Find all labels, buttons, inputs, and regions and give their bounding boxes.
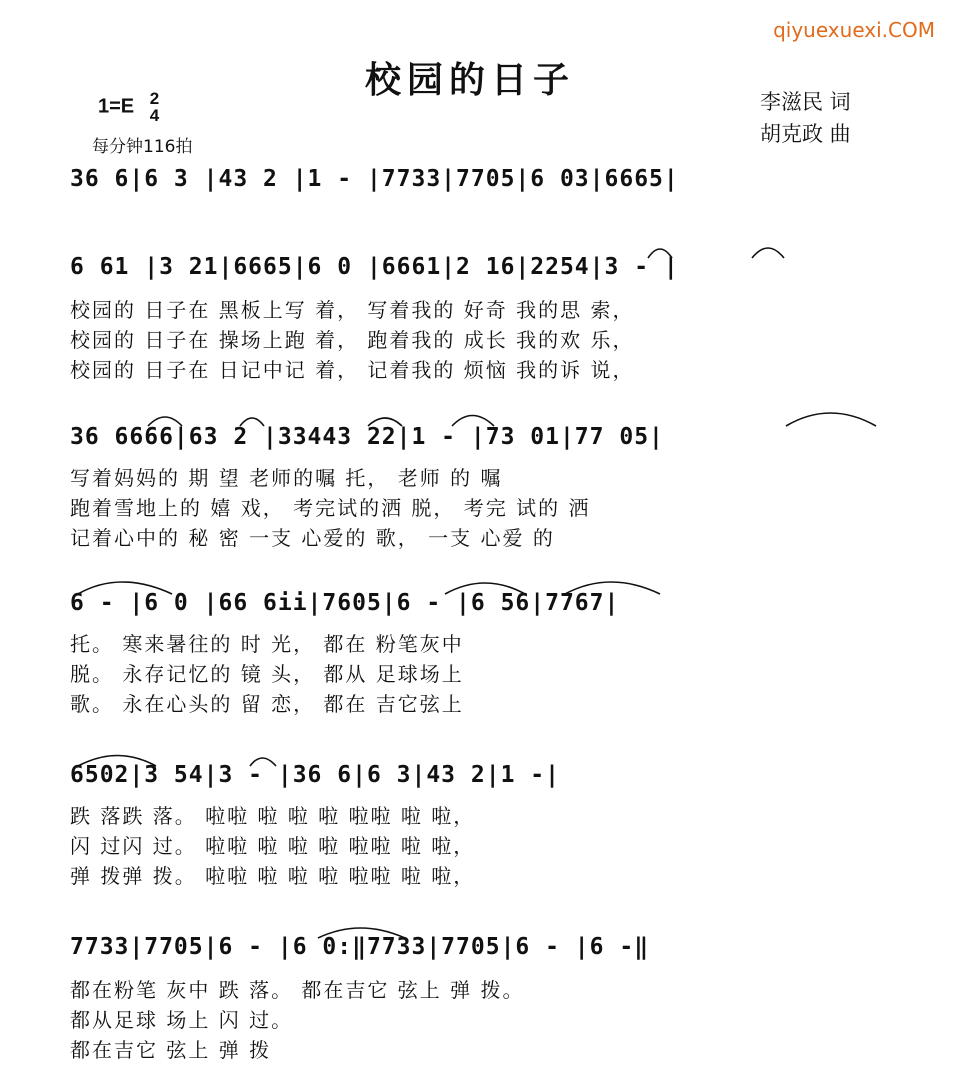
notation-line: 6502|3 54|3 - |36 6|6 3|43 2|1 -| xyxy=(70,762,560,788)
lyric-verse-3: 歌。 永在心头的 留 恋， 都在 吉它弦上 xyxy=(70,692,464,716)
key-text: 1=E xyxy=(98,95,135,118)
composer-credit: 胡克政 曲 xyxy=(760,122,851,146)
notation-line: 36 6666|63 2 |33443 22|1 - |73 01|77 05| xyxy=(70,424,664,450)
time-numerator: 2 xyxy=(149,89,160,108)
lyric-verse-3: 校园的 日子在 日记中记 着， 记着我的 烦恼 我的诉 说， xyxy=(70,358,635,382)
lyric-verse-3: 都在吉它 弦上 弹 拨 xyxy=(70,1038,272,1062)
lyric-verse-1: 校园的 日子在 黑板上写 着， 写着我的 好奇 我的思 索， xyxy=(70,298,635,322)
lyric-verse-1: 托。 寒来暑往的 时 光， 都在 粉笔灰中 xyxy=(70,632,464,656)
lyric-verse-3: 记着心中的 秘 密 一支 心爱的 歌， 一支 心爱 的 xyxy=(70,526,555,550)
song-title: 校园的日子 xyxy=(365,60,576,101)
lyric-verse-2: 校园的 日子在 操场上跑 着， 跑着我的 成长 我的欢 乐， xyxy=(70,328,635,352)
lyric-verse-2: 脱。 永存记忆的 镜 头， 都从 足球场上 xyxy=(70,662,464,686)
lyric-verse-3: 弹 拨弹 拨。 啦啦 啦 啦 啦 啦啦 啦 啦， xyxy=(70,864,476,888)
watermark: qiyuexuexi.COM xyxy=(773,18,935,42)
lyricist-credit: 李滋民 词 xyxy=(760,90,851,114)
lyric-verse-1: 都在粉笔 灰中 跌 落。 都在吉它 弦上 弹 拨。 xyxy=(70,978,525,1002)
lyric-verse-2: 都从足球 场上 闪 过。 xyxy=(70,1008,294,1032)
notation-line: 36 6|6 3 |43 2 |1 - |7733|7705|6 03|6665| xyxy=(70,166,679,192)
notation-line: 6 61 |3 21|6665|6 0 |6661|2 16|2254|3 - | xyxy=(70,254,679,280)
lyric-verse-2: 闪 过闪 过。 啦啦 啦 啦 啦 啦啦 啦 啦， xyxy=(70,834,476,858)
tempo-marking: 每分钟116拍 xyxy=(92,137,193,157)
time-denominator: 4 xyxy=(149,106,160,125)
lyric-verse-1: 写着妈妈的 期 望 老师的嘱 托， 老师 的 嘱 xyxy=(70,466,503,490)
lyric-verse-1: 跌 落跌 落。 啦啦 啦 啦 啦 啦啦 啦 啦， xyxy=(70,804,476,828)
notation-line: 6 - |6 0 |66 6ii|7605|6 - |6 56|7767| xyxy=(70,590,620,616)
lyric-verse-2: 跑着雪地上的 嬉 戏， 考完试的洒 脱， 考完 试的 洒 xyxy=(70,496,591,520)
notation-line: 7733|7705|6 - |6 0:‖7733|7705|6 - |6 -‖ xyxy=(70,934,650,960)
